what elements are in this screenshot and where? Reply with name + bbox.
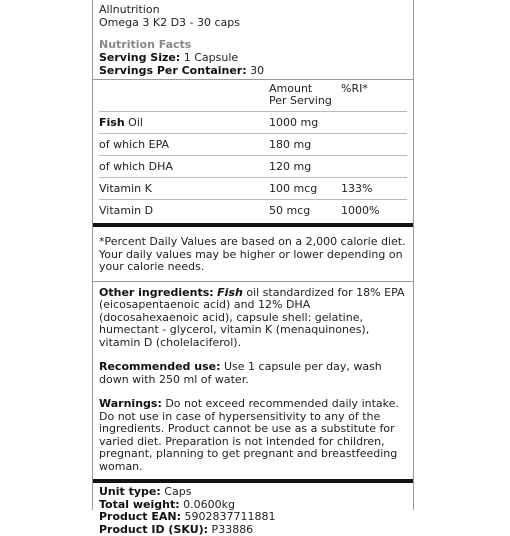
- use-label: Recommended use:: [99, 360, 221, 373]
- nutrient-name: of which EPA: [99, 134, 269, 156]
- weight-label: Total weight:: [99, 498, 180, 511]
- warnings-label: Warnings:: [99, 397, 162, 410]
- serving-size-value: 1 Capsule: [180, 51, 238, 64]
- column-ri: %RI*: [341, 80, 407, 112]
- unit-value: Caps: [161, 485, 192, 498]
- column-amount: Amount Per Serving: [269, 80, 341, 112]
- nutrient-amount: 120 mg: [269, 156, 341, 178]
- nutrient-ri: [341, 156, 407, 178]
- nutrient-name: Vitamin K: [99, 178, 269, 200]
- recommended-use: [99, 361, 407, 386]
- nutrient-ri: [341, 112, 407, 134]
- sku-label: Product ID (SKU):: [99, 523, 208, 536]
- nutrient-amount: 100 mcg: [269, 178, 341, 200]
- table-header: [99, 80, 407, 112]
- weight-value: 0.0600kg: [180, 498, 235, 511]
- ean-label: Product EAN:: [99, 510, 181, 523]
- unit-label: Unit type:: [99, 485, 161, 498]
- brand-name: Allnutrition: [99, 3, 407, 16]
- nutrient-amount: 180 mg: [269, 134, 341, 156]
- nutrient-name: of which DHA: [99, 156, 269, 178]
- ingredients-label: Other ingredients:: [99, 286, 214, 299]
- product-sku: [99, 524, 407, 536]
- nutrient-name: Oil: [125, 116, 143, 129]
- servings-per-container: [99, 64, 407, 77]
- ean-value: 5902837711881: [181, 510, 275, 523]
- ingredients-fish: Fish: [217, 286, 243, 299]
- table-row: [99, 112, 407, 134]
- product-name: Omega 3 K2 D3 - 30 caps: [99, 16, 407, 29]
- servings-value: 30: [247, 64, 265, 77]
- nutrient-name: Vitamin D: [99, 200, 269, 222]
- serving-size: [99, 51, 407, 64]
- nutrient-ri: [341, 134, 407, 156]
- table-row: [99, 134, 407, 156]
- warnings-text: Do not exceed recommended daily intake. Do not use in case of hypersensitivity to any of the ingredients. Product cannot be use as a substitute for varied diet. Preparation is not intended for children, pregnant, planning to get pregnant and breastfeeding woman.: [99, 397, 399, 473]
- nutrient-ri: 133%: [341, 178, 407, 200]
- use-text: Use 1 capsule per day, wash down with 250 ml of water.: [99, 360, 382, 386]
- nutrient-ri: 1000%: [341, 200, 407, 222]
- facts-title: Nutrition Facts: [99, 38, 407, 51]
- nutrient-amount: 1000 mg: [269, 112, 341, 134]
- sku-value: P33886: [208, 523, 253, 536]
- supplement-facts-label: [92, 0, 414, 510]
- nutrient-bold: Fish: [99, 116, 125, 129]
- table-row: [99, 200, 407, 222]
- nutrient-amount: 50 mcg: [269, 200, 341, 222]
- nutrient-table: [99, 80, 407, 221]
- servings-label: Servings Per Container:: [99, 64, 247, 77]
- table-row: [99, 178, 407, 200]
- daily-value-footnote: *Percent Daily Values are based on a 2,000 calorie diet. Your daily values may be higher or lower depending on your calorie needs.: [99, 236, 407, 274]
- warnings: [99, 398, 407, 473]
- ingredients-text: oil standardized for 18% EPA (eicosapentaenoic acid) and 12% DHA (docosahexaenoic acid), capsule shell: gelatine, humectant - glycerol, vitamin K (menaquinones), vitamin D (cholelaciferol).: [99, 286, 405, 349]
- serving-size-label: Serving Size:: [99, 51, 180, 64]
- other-ingredients: [99, 287, 407, 350]
- table-row: [99, 156, 407, 178]
